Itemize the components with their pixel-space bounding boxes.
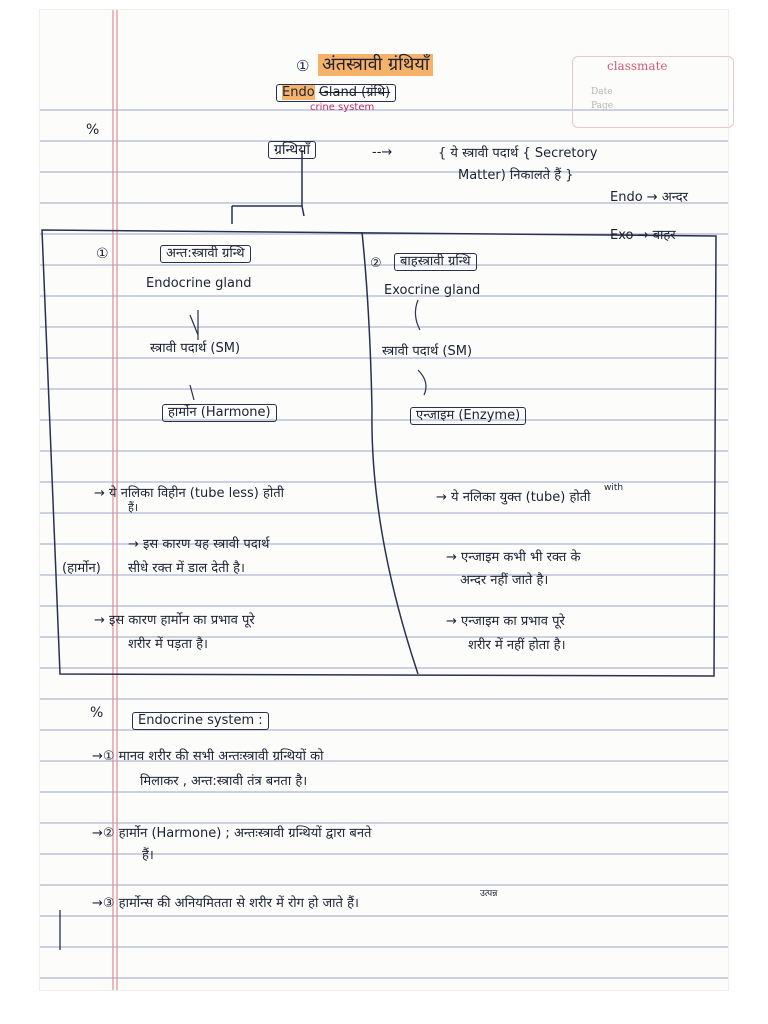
- endocrine-gland-english: Endocrine gland: [146, 276, 252, 291]
- logo-brand: classmate: [607, 59, 668, 73]
- endocrine-point2-line1: →② हार्मोन (Harmone) ; अन्तःस्त्रावी ग्रन्थियों द्वारा बनते: [92, 826, 372, 841]
- glands-word: ग्रन्थियाँ: [268, 141, 316, 159]
- right-point1-with: with: [604, 483, 624, 493]
- header-sub-insert: crine system: [310, 102, 375, 113]
- right-point3-line2: शरीर में नहीं होता है।: [468, 638, 566, 653]
- intro-definition-line2: Matter) निकालते हैं }: [458, 168, 574, 183]
- page-title: अंतस्त्रावी ग्रंथियाँ: [318, 54, 433, 76]
- classmate-logo: [572, 56, 734, 128]
- endocrine-margin-mark: %: [90, 705, 104, 721]
- left-point2-line1: → इस कारण यह स्त्रावी पदार्थ: [128, 537, 270, 552]
- endocrine-point2-line2: हैं।: [142, 848, 154, 863]
- right-number: ②: [370, 256, 382, 271]
- intro-margin-mark: %: [86, 122, 100, 138]
- right-point3-line1: → एन्जाइम का प्रभाव पूरे: [446, 614, 565, 629]
- exocrine-gland-title: बाहस्त्रावी ग्रन्थि: [394, 253, 477, 271]
- left-point2-line2: सीधे रक्त में डाल देती है।: [128, 561, 245, 576]
- left-secretory-matter: स्त्रावी पदार्थ (SM): [150, 341, 241, 356]
- logo-date-label: Date: [591, 87, 613, 97]
- exo-meaning: Exo → बाहर: [610, 228, 676, 243]
- endocrine-system-title: Endocrine system :: [132, 712, 269, 730]
- intro-definition-line1: { ये स्त्रावी पदार्थ { Secretory: [438, 146, 598, 161]
- left-point3-line1: → इस कारण हार्मोन का प्रभाव पूरे: [94, 613, 255, 628]
- logo-page-label: Page: [591, 101, 614, 111]
- header-number: ①: [296, 57, 310, 75]
- right-point1-line1: → ये नलिका युक्त (tube) होती: [436, 490, 591, 505]
- hormone-box: हार्मोन (Harmone): [162, 404, 277, 422]
- intro-arrow: --→: [372, 145, 393, 160]
- right-point2-line2: अन्दर नहीं जाते है।: [460, 573, 549, 588]
- right-secretory-matter: स्त्रावी पदार्थ (SM): [382, 344, 473, 359]
- left-point2-side: (हार्मोन): [62, 561, 101, 576]
- endocrine-point1-line2: मिलाकर , अन्त:स्त्रावी तंत्र बनता है।: [140, 774, 308, 789]
- left-point3-line2: शरीर में पड़ता है।: [128, 637, 208, 652]
- left-point1-line1: → ये नलिका विहीन (tube less) होती: [94, 486, 284, 501]
- left-point1-line2: हैं।: [128, 501, 139, 514]
- left-number: ①: [96, 246, 109, 262]
- endocrine-point1-line1: →① मानव शरीर की सभी अन्तःस्त्रावी ग्रन्थियों को: [92, 749, 324, 764]
- endocrine-point3-above: उत्पन्न: [480, 889, 498, 899]
- header-sub-struck: Gland (ग्रंथि): [318, 85, 391, 100]
- right-point2-line1: → एन्जाइम कभी भी रक्त के: [446, 550, 581, 565]
- endocrine-point3-line1: →③ हार्मोन्स की अनियमितता से शरीर में रोग हो जाते हैं।: [92, 896, 359, 911]
- endocrine-gland-title: अन्त:स्त्रावी ग्रन्थि: [160, 245, 251, 263]
- endo-meaning: Endo → अन्दर: [610, 190, 688, 205]
- header-sub-main: Endo: [282, 85, 315, 100]
- enzyme-box: एन्जाइम (Enzyme): [410, 407, 526, 425]
- exocrine-gland-english: Exocrine gland: [384, 283, 481, 298]
